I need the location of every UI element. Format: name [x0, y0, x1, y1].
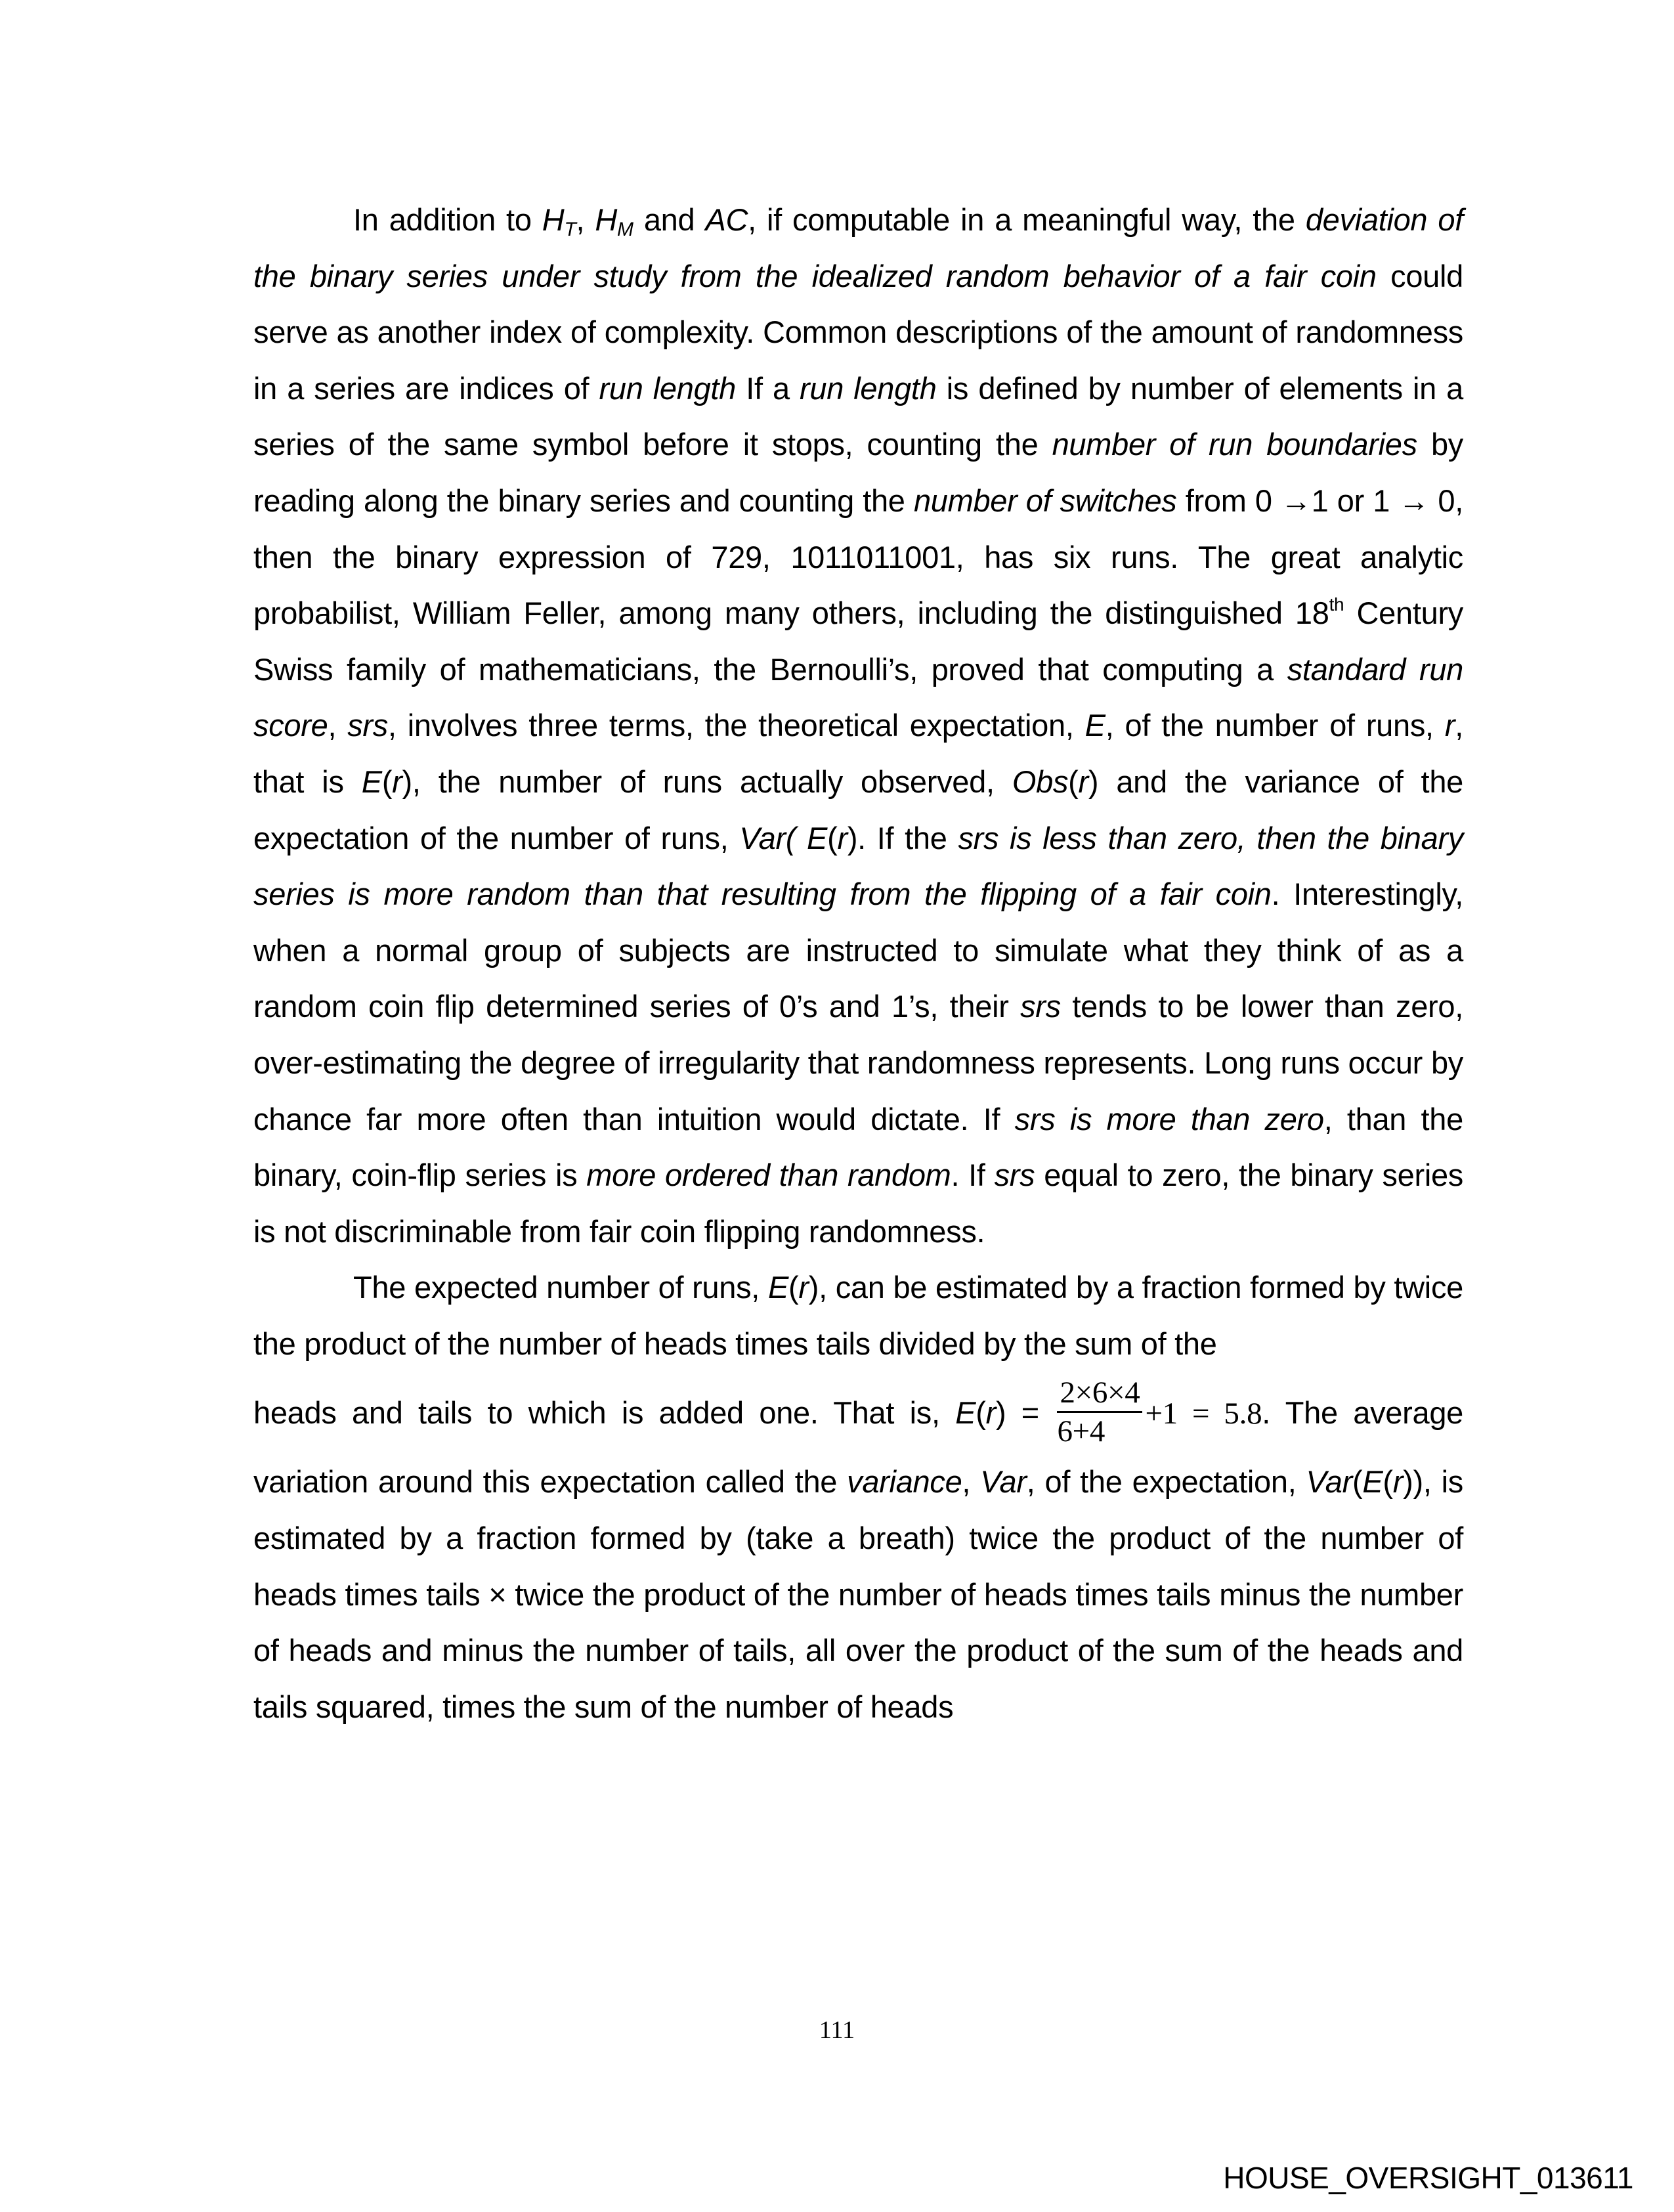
subscript-t: T	[564, 219, 576, 240]
text-span: ,	[962, 1464, 981, 1500]
emphasis-text: srs is less than zero, then the binary series is more random than that resulting from the flipping of a fair coin	[253, 820, 1464, 912]
symbol-obs: Obs	[1012, 764, 1069, 799]
text-span: Century Swiss family of mathematicians, the Bernoulli’s, proved that computing a	[253, 596, 1463, 687]
symbol-r: r	[1078, 764, 1088, 799]
emphasis-text: run length	[599, 370, 737, 406]
text-span: , than the binary, coin-flip series is	[253, 1101, 1463, 1193]
text-span: ) =	[995, 1395, 1055, 1431]
emphasis-text: standard run score	[253, 651, 1464, 743]
text-span: ), the number of runs actually observed,	[402, 764, 1012, 799]
emphasis-text: number of switches	[913, 483, 1177, 518]
symbol-var: Var	[1306, 1464, 1352, 1500]
text-span: (	[827, 820, 838, 856]
text-span: ). If the	[847, 820, 958, 856]
text-span: (	[381, 764, 393, 799]
text-span: is defined by number of elements in a series of the same symbol before it stops, counting the	[253, 370, 1464, 462]
emphasis-text: variance	[847, 1464, 962, 1500]
text-span: ,	[576, 202, 595, 237]
fraction-denominator: 6+4	[1057, 1414, 1105, 1448]
paragraph-variance	[253, 1454, 1463, 1735]
superscript-th: th	[1329, 594, 1344, 615]
symbol-r: r	[798, 1270, 809, 1305]
text-span: and	[633, 202, 706, 237]
text-span: The expected number of runs,	[353, 1270, 768, 1305]
symbol-var-e: Var( E	[739, 820, 828, 856]
text-span: , involves three terms, the theoretical expectation,	[388, 708, 1085, 743]
symbol-e: E	[767, 1270, 788, 1305]
text-span: from 0 →1 or 1 → 0, then the binary expression of 729, 1011011001, has six runs. The great analytic probabilist, William Feller, among many others, including the distinguished 18	[253, 483, 1463, 631]
symbol-r: r	[985, 1395, 996, 1431]
paragraph-run-length	[253, 192, 1463, 1259]
text-span: . Interestingly, when a normal group of subjects are instructed to simulate what they think of as a random coin flip determined series of 0’s and 1’s, their	[253, 877, 1463, 1024]
text-span: (	[1068, 764, 1079, 799]
text-span: , that is	[253, 708, 1463, 799]
symbol-h: H	[542, 202, 565, 237]
text-span: . If	[951, 1158, 995, 1193]
body-text	[253, 192, 1463, 1735]
paragraph-expected-runs	[253, 1259, 1463, 1372]
text-span: ,	[328, 708, 348, 743]
symbol-e: E	[955, 1395, 976, 1431]
emphasis-text: deviation of the binary series under study from the idealized random behavior of a fair coin	[253, 202, 1463, 293]
text-span: variation around this expectation called the	[253, 1464, 848, 1500]
symbol-h: H	[595, 202, 617, 237]
symbol-ac: AC	[705, 202, 748, 237]
formula-result: +1 = 5.8	[1145, 1397, 1262, 1431]
emphasis-text: run length	[800, 370, 937, 406]
text-span: ), can be estimated by a fraction formed by twice the product of the number of heads times tails divided by the sum of the	[253, 1270, 1463, 1361]
emphasis-text: more ordered than random	[586, 1158, 951, 1193]
emphasis-text: srs	[347, 708, 388, 743]
page-number: 111	[819, 2016, 855, 2044]
text-span: . The average	[1262, 1395, 1464, 1431]
symbol-r: r	[392, 764, 402, 799]
fraction-numerator: 2×6×4	[1057, 1374, 1142, 1413]
text-span: In addition to	[353, 202, 542, 237]
expected-runs-fraction	[1057, 1374, 1142, 1450]
symbol-r: r	[1392, 1464, 1404, 1500]
text-span: by reading along the binary series and counting the	[253, 427, 1463, 518]
bates-stamp: HOUSE_OVERSIGHT_013611	[1223, 2161, 1633, 2195]
symbol-e: E	[1362, 1464, 1383, 1500]
text-span: equal to zero, the binary series is not discriminable from fair coin flipping randomness.	[253, 1158, 1463, 1249]
subscript-m: M	[617, 219, 633, 240]
emphasis-text: srs	[994, 1158, 1035, 1193]
text-span: (	[1352, 1464, 1363, 1500]
text-span: (	[976, 1395, 986, 1431]
emphasis-text: srs is more than zero	[1014, 1101, 1324, 1137]
symbol-r: r	[837, 820, 848, 856]
symbol-var: Var	[980, 1464, 1027, 1500]
text-span: (	[1383, 1464, 1393, 1500]
text-span: , of the expectation,	[1026, 1464, 1306, 1500]
symbol-e: E	[1084, 708, 1105, 743]
text-span: , if computable in a meaningful way, the	[748, 202, 1306, 237]
text-span: ) and the variance of the expectation of the number of runs,	[253, 764, 1463, 856]
symbol-r: r	[1444, 708, 1455, 743]
symbol-e: E	[361, 764, 382, 799]
emphasis-text: srs	[1020, 989, 1061, 1024]
formula-line	[253, 1372, 1463, 1454]
text-span: If a	[736, 370, 800, 406]
text-span: , of the number of runs,	[1105, 708, 1445, 743]
text-span: could serve as another index of complexity. Common descriptions of the amount of randomness in a series are indices of	[253, 258, 1463, 406]
text-span: )), is estimated by a fraction formed by (take a breath) twice the product of the number of heads times tails × twice the product of the number of heads times tails minus the number of heads and minus the number of tails, all over the product of the sum of the heads and tails squared, times the sum of the number of heads	[253, 1464, 1463, 1724]
text-span: (	[788, 1270, 799, 1305]
text-span: heads and tails to which is added one. That is,	[253, 1395, 956, 1431]
emphasis-text: number of run boundaries	[1052, 427, 1417, 462]
text-span: tends to be lower than zero, over-estimating the degree of irregularity that randomness represents. Long runs occur by chance far more often than intuition would dictate. If	[253, 989, 1463, 1137]
